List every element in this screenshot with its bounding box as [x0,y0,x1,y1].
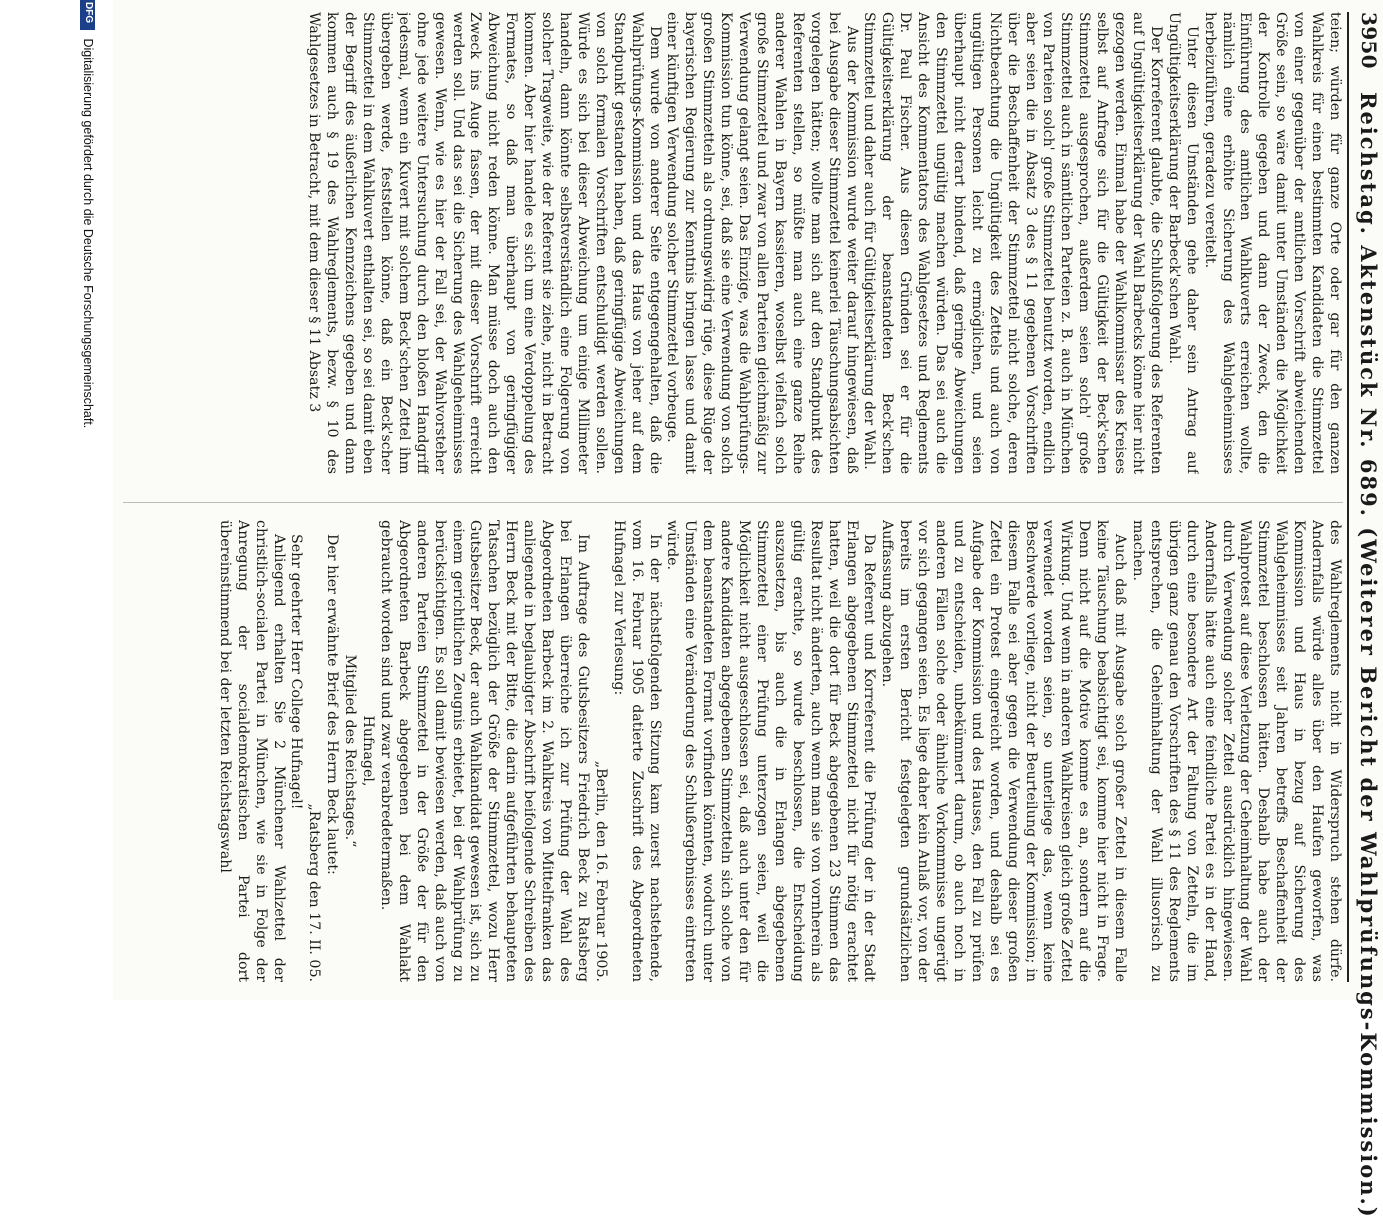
paragraph: Der hier erwähnte Brief des Herrn Beck lautet: [324,534,341,875]
letter-date: „Ratsberg den 17. II. 05. [306,803,323,982]
digitization-credit [75,0,95,1000]
paragraph: Auch daß mit Ausgabe solch großer Zettel in diesem Falle keine Täuschung beabsichtigt sei, komme hier nicht in Frage. Denn nicht auf die Motive komme es an, sondern auf die Wirkung. Und wenn in anderen Wahlkreisen gleich große Zettel verwendet worden seien, so unterliege das, wenn keine Beschwerde vorliege, nicht der Beurteilung der Kommission; in diesem Falle sei aber gegen die Verwendung dieser großen Zettel ein Protest eingereicht worden, und deshalb sei es Aufgabe der Kommission und des Hauses, den Fall zu prüfen und zu entscheiden, unbekümmert darum, ob auch noch in anderen Fällen solche oder ähnliche Vorkommnisse ungerügt vor sich gegangen seien. Es liege daher kein Anlaß vor, von der bereits im ersten Bericht festgelegten grundsätzlichen Auffassung abzugehen. [879,520,1129,982]
paragraph: Unter diesen Umständen gehe daher sein Antrag auf Ungültigkeitserklärung der Barbeck'schen Wahl. [1165,12,1200,474]
paragraph: Im Auftrage des Gutsbesitzers Friedrich Beck zu Ratsberg bei Erlangen überreiche ich zur Prüfung der Wahl des Abgeordneten Barbeck im 2. Wahlkreis von Mittelfranken das anliegende in beglaubigter Abschrift beifolgende Schreiben des Herrn Beck mit der Bitte, die darin aufgeführten behaupteten Tatsachen bezüglich der Größe der Stimmzettel, wozu Herr Gutsbesitzer Beck, der auch Wahlkandidat gewesen ist, sich zu einem gerichtlichen Zeugnis erbietet, bei der Wahlprüfung zu berücksichtigen. Es soll damit bewiesen werden, daß auch von anderen Parteien Stimmzettel in der Größe der für den Abgeordneten Barbeck abgegebenen bei dem Wahlakt gebraucht worden sind und zwar verabredetermaßen. [377,520,591,982]
credit-text: Digitalisierung gefördert durch die Deutsche Forschungsgemeinschaft. [81,38,95,429]
paragraph: Anliegend erhalten Sie 2 Münchener Wahlzettel der christlich-socialen Partei in München, wie sie in Folge der Anregung der socialdemokratischen Partei dort übereinstimmend bei der letzten Reichstagswahl [216,520,287,982]
paragraph: teien; würden für ganze Orte oder gar für den ganzen Wahlkreis für einen bestimmten Kandidaten die Stimmzettel von einer gegenüber der amtlichen Vorschrift abweichenden Größe sein, so wäre damit unter Umständen die Möglichkeit der Kontrolle gegeben und dann der Zweck, den die Einführung des amtlichen Wahlkuverts erreichen wollte, nämlich eine erhöhte Sicherung des Wahlgeheimnisses herbeizuführen, geradezu vereitelt. [1201,12,1343,474]
paragraph: Dem wurde von anderer Seite entgegengehalten, daß die Wahlprüfungs-Kommission und das Haus von jeher auf dem Standpunkt gestanden haben, daß geringfügige Abweichungen von solch formalen Vorschriften entschuldigt werden sollen. Würde es sich bei dieser Abweichung um einige Millimeter handeln, dann könnte selbstverständlich eine Folgerung von solcher Tragweite, wie der Referent sie ziehe, nicht in Betracht kommen. Aber hier handele es sich um eine Verdoppelung des Formates, so daß man überhaupt von geringfügiger Abweichung nicht reden könne. Man müsse doch auch den Zweck ins Auge fassen, der mit dieser Vorschrift erreicht werden soll. Und das sei die Sicherung des Wahlgeheimnisses gewesen. Wenn, wie es hier der Fall sei, der Wahlvorsteher ohne jede weitere Untersuchung durch den bloßen Handgriff jedesmal, wenn ein Kuvert mit solchem Beck'schen Zettel ihm übergeben werde, feststellen könne, daß ein Beck'scher Stimmzettel in dem Wahlkuvert enthalten sei, so sei damit eben der Begriff des äußerlichen Kennzeichens gegeben und dann kommen auch § 19 des Wahlreglements, bezw. § 10 des Wahlgesetzes in Betracht, mit dem dieser § 11 Absatz 3 [306,12,663,474]
scanned-page [113,0,1383,1219]
letter-date: „Berlin, den 16. Februar 1905. [592,760,609,982]
column-divider [123,502,1343,503]
right-column [123,520,1343,982]
paragraph: des Wahlreglements nicht in Widerspruch stehen dürfe. Andernfalls würde alles über den Haufen geworfen, was Kommission und Haus in bezug auf Sicherung des Wahlgeheimnisses seit Jahren betreffs Beschaffenheit der Stimmzettel beschlossen hätten. Deshalb habe auch der Wahlprotest auf diese Verletzung der Geheimhaltung der Wahl durch Verwendung solcher Zettel ausdrücklich hingewiesen. Andernfalls hätte auch eine feindliche Partei es in der Hand, durch eine besondere Art der Faltung von Zetteln, die im übrigen ganz genau den Vorschriften des § 11 des Reglements entsprechen, die Geheimhaltung der Wahl illusorisch zu machen. [1130,520,1343,982]
paragraph: Da Referent und Korreferent die Prüfung der in der Stadt Erlangen abgegebenen Stimmzettel nicht für nötig erachtet hatten, weil die dort für Beck abgegebenen 23 Stimmen das Resultat nicht änderten, auch wenn man sie von vornherein als gültig erachte, so wurde beschlossen, die Entscheidung auszusetzen, bis auch die in Erlangen abgegebenen Stimmzettel einer Prüfung unterzogen seien, weil die Möglichkeit nicht ausgeschlossen sei, daß auch unter den für andere Kandidaten abgegebenen Stimmzetteln sich solche von dem beanstandeten Format vorfinden könnten, wodurch unter Umständen eine Veränderung des Schlußergebnisses eintreten würde. [664,520,878,982]
letter-signature: Hufnagel, [360,715,377,787]
page-number: 3950 [1357,12,1381,69]
letter-salutation: Sehr geehrter Herr College Hufnagel! [288,534,305,810]
paragraph: Der Korreferent glaubte, die Schlußfolgerung des Referenten auf Ungültigkeitserklärung der Wahl Barbecks könne hier nicht gezogen werden. Einmal habe der Wahlkommissar des Kreises selbst auf Anfrage sich für die Gültigkeit der Beck'schen Stimmzettel ausgesprochen, außerdem seien solch' große Stimmzettel auch in sämtlichen Parteien z. B. auch in München von Parteien solch' große Stimmzettel benutzt worden, endlich aber seien die in Absatz 3 des § 11 gegebenen Vorschriften über die Beschaffenheit der Stimmzettel nicht solche, deren Nichtbeachtung die Ungültigkeit des Zettels und auch von ungültigen Personen leicht zu ermöglichen, und seien überhaupt nicht derart bindend, daß geringe Abweichungen den Stimmzettel ungültig machen würden. Das sei auch die Ansicht des Kommentators des Wahlgesetzes und Reglements Dr. Paul Fischer. Aus diesen Gründen sei er für die Gültigkeitserklärung der beanstandeten Beck'schen Stimmzettel und daher auch für Gültigkeitserklärung der Wahl. [861,12,1164,474]
left-column [123,12,1343,474]
paragraph: Aus der Kommission wurde weiter darauf hingewiesen, daß bei Ausgabe dieser Stimmzettel keinerlei Täuschungsabsichten vorgelegen hätten; wollte man sich auf den Standpunkt des Referenten stellen, so müßte man auch eine ganze Reihe anderer Wahlen in Bayern kassieren, woselbst vielfach solch große Stimmzettel und zwar von allen Parteien gleichmäßig zur Verwendung gelangt seien. Das Einzige, was die Wahlprüfungs-Kommission tun könne, sei, daß sie eine Verwendung von solch großen Stimmzetteln als ordnungswidrig rüge, diese Rüge der bayerischen Regierung zur Kenntnis bringen lasse und damit einer künftigen Verwendung solcher Stimmzettel vorbeuge. [664,12,860,474]
paragraph: In der nächstfolgenden Sitzung kam zuerst nachstehende, vom 16. Februar 1905 datierte Zuschrift des Abgeordneten Hufnagel zur Verlesung: [610,520,663,982]
dfg-logo-text: DFG [82,2,94,24]
page-header [1353,12,1383,1219]
letter-signature-title: Mitglied des Reichstages.“ [342,654,359,848]
page-title: Reichstag. Aktenstück Nr. 689. (Weiterer Bericht der Wahlprüfungs-Kommission.) [1356,92,1381,1219]
dfg-logo [80,0,95,30]
header-rule [1347,12,1349,982]
